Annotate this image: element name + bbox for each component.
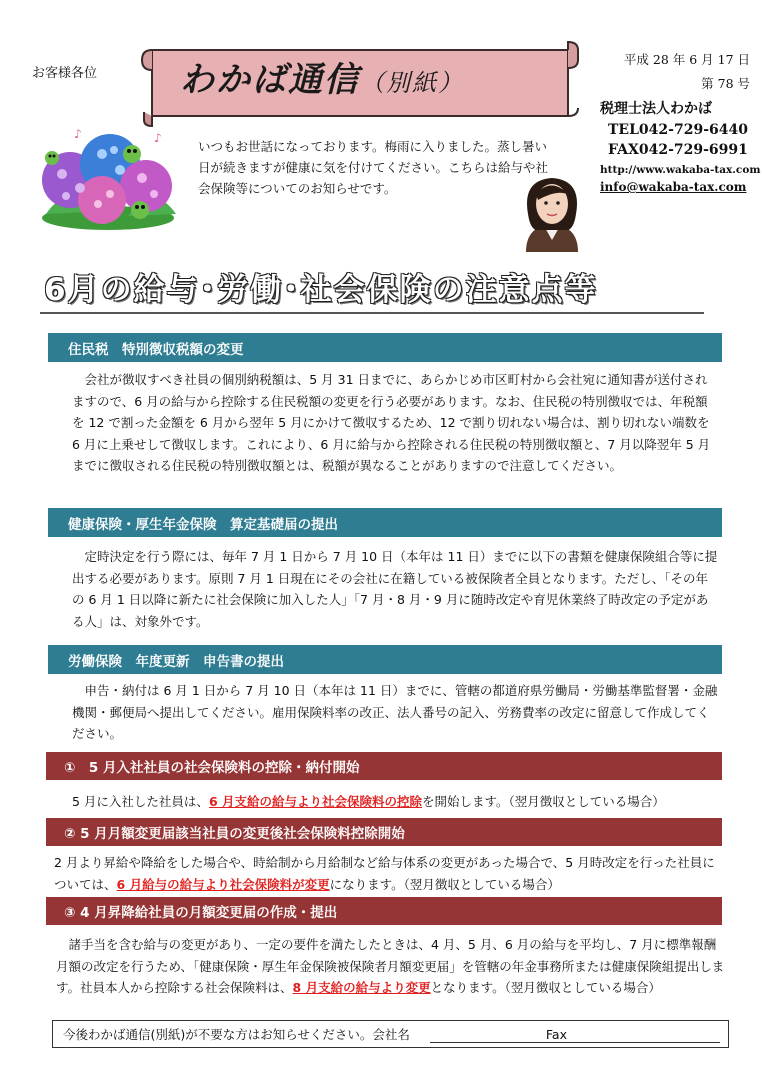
item-heading-may-hires: ① 5 月入社社員の社会保険料の控除・納付開始 xyxy=(46,752,722,780)
fax-label: Fax xyxy=(545,1026,567,1042)
section-body-labor-insurance: 申告・納付は 6 月 1 日から 7 月 10 日（本年は 11 日）までに、管轄の都道府県労働局・労働基準監督署・金融機関・郵便局へ提出してください。雇用保険料率の改正、法人番号の記入、労務費率の改定に留意して作成してください。 xyxy=(72,683,718,741)
sender-info xyxy=(600,50,761,194)
issue-number: 第 78 号 xyxy=(701,76,750,91)
company-name-field-line[interactable] xyxy=(430,1042,720,1043)
phone-number: TEL042-729-6440 xyxy=(608,122,748,138)
unsubscribe-text: 今後わかば通信(別紙)が不要な方はお知らせください。会社名 xyxy=(63,1027,410,1042)
item-body-text: 5 月に入社した社員は、 xyxy=(72,794,209,809)
highlight-text: 6 月支給の給与より社会保険料の控除 xyxy=(208,794,422,809)
newsletter-title xyxy=(180,52,464,101)
fax-number: FAX042-729-6991 xyxy=(608,142,748,158)
item-body-text: になります。（翌月徴収としている場合） xyxy=(329,876,560,892)
item-body-text: となります。（翌月徴収としている場合） xyxy=(430,980,661,995)
section-body-resident-tax: 会社が徴収すべき社員の個別納税額は、5 月 31 日までに、あらかじめ市区町村から会社宛に通知書が送付されますので、6 月の給与から控除する住民税額の変更を行う必要があります。なお、住民税の特別徴収では、年税額を 12 で割った金額を 6 月から翌年 5 月にかけて徴収するため、12 で割り切れない場合は、割り切れない端数を 6 月に上乗せして徴収します。これにより、6 月に給与から控除される住民税の特別徴収額と、7 月以降翌年 5 月までに徴収される住民税の特別徴収額とは、税額が異なることがありますので注意してください。 xyxy=(72,372,711,473)
company-name: 税理士法人わかば xyxy=(600,101,712,117)
highlight-text: 8 月支給の給与より変更 xyxy=(292,980,431,995)
item-body-april-change xyxy=(56,934,726,999)
svg-text:♪: ♪ xyxy=(74,127,82,141)
item-body-may-hires xyxy=(72,791,720,813)
svg-text:♪: ♪ xyxy=(154,131,162,145)
email-link[interactable]: info@wakaba-tax.com xyxy=(600,180,747,194)
newsletter-title-main: わかば通信 xyxy=(180,60,360,100)
addressee: お客様各位 xyxy=(32,66,98,81)
main-title: 6月の給与･労働･社会保険の注意点等 xyxy=(44,272,598,308)
website-link[interactable]: http://www.wakaba-tax.com xyxy=(600,164,761,176)
staff-portrait xyxy=(516,170,588,252)
item-body-text: 諸手当を含む給与の変更があり、一定の要件を満たしたときは、4 月、5 月、6 月の給与を平均し、7 月に標準報酬月額の改定を行うため、「健康保険・厚生年金保険被保険者月額変更届」を管轄の年金事務所または健康保険組提出します。社員本人から控除する社会保険料は、 xyxy=(56,937,725,995)
item-heading-may-change: ② 5 月月額変更届該当社員の変更後社会保険料控除開始 xyxy=(46,818,722,846)
section-body-standard-report: 定時決定を行う際には、毎年 7 月 1 日から 7 月 10 日（本年は 11 日）までに以下の書類を健康保険組合等に提出する必要があります。原則 7 月 1 日現在にその会社に在籍している被保険者全員となります。ただし、「その年の 6 月 1 日以降に新たに社会保険に加入した人」「7 月・8 月・9 月に随時改定や育児休業終了時改定の予定がある人」は、対象外です。 xyxy=(72,549,718,629)
issue-date: 平成 28 年 6 月 17 日 xyxy=(623,52,750,67)
hydrangea-frog-illustration xyxy=(36,124,180,232)
unsubscribe-box xyxy=(52,1020,729,1048)
item-heading-april-change: ③ 4 月昇降給社員の月額変更届の作成・提出 xyxy=(46,897,722,925)
item-body-text: を開始します。（翌月徴収としている場合） xyxy=(422,794,665,809)
section-heading-labor-insurance: 労働保険 年度更新 申告書の提出 xyxy=(48,645,722,674)
item-body-text: 2 月より昇給や降給をした場合や、時給制から月給制など給与体系の変更があった場合で、5 月時改定を行った社員については、 xyxy=(54,855,715,892)
item-body-may-change xyxy=(54,852,724,895)
section-heading-standard-report: 健康保険・厚生年金保険 算定基礎届の提出 xyxy=(48,508,722,537)
section-heading-resident-tax: 住民税 特別徴収税額の変更 xyxy=(48,333,722,362)
intro-paragraph: いつもお世話になっております。梅雨に入りました。蒸し暑い日が続きますが健康に気を付けてください。こちらは給与や社会保険等についてのお知らせです。 xyxy=(198,139,549,196)
highlight-text: 6 月給与の給与より社会保険料が変更 xyxy=(116,876,330,892)
newsletter-title-sub: （別紙） xyxy=(360,69,464,97)
